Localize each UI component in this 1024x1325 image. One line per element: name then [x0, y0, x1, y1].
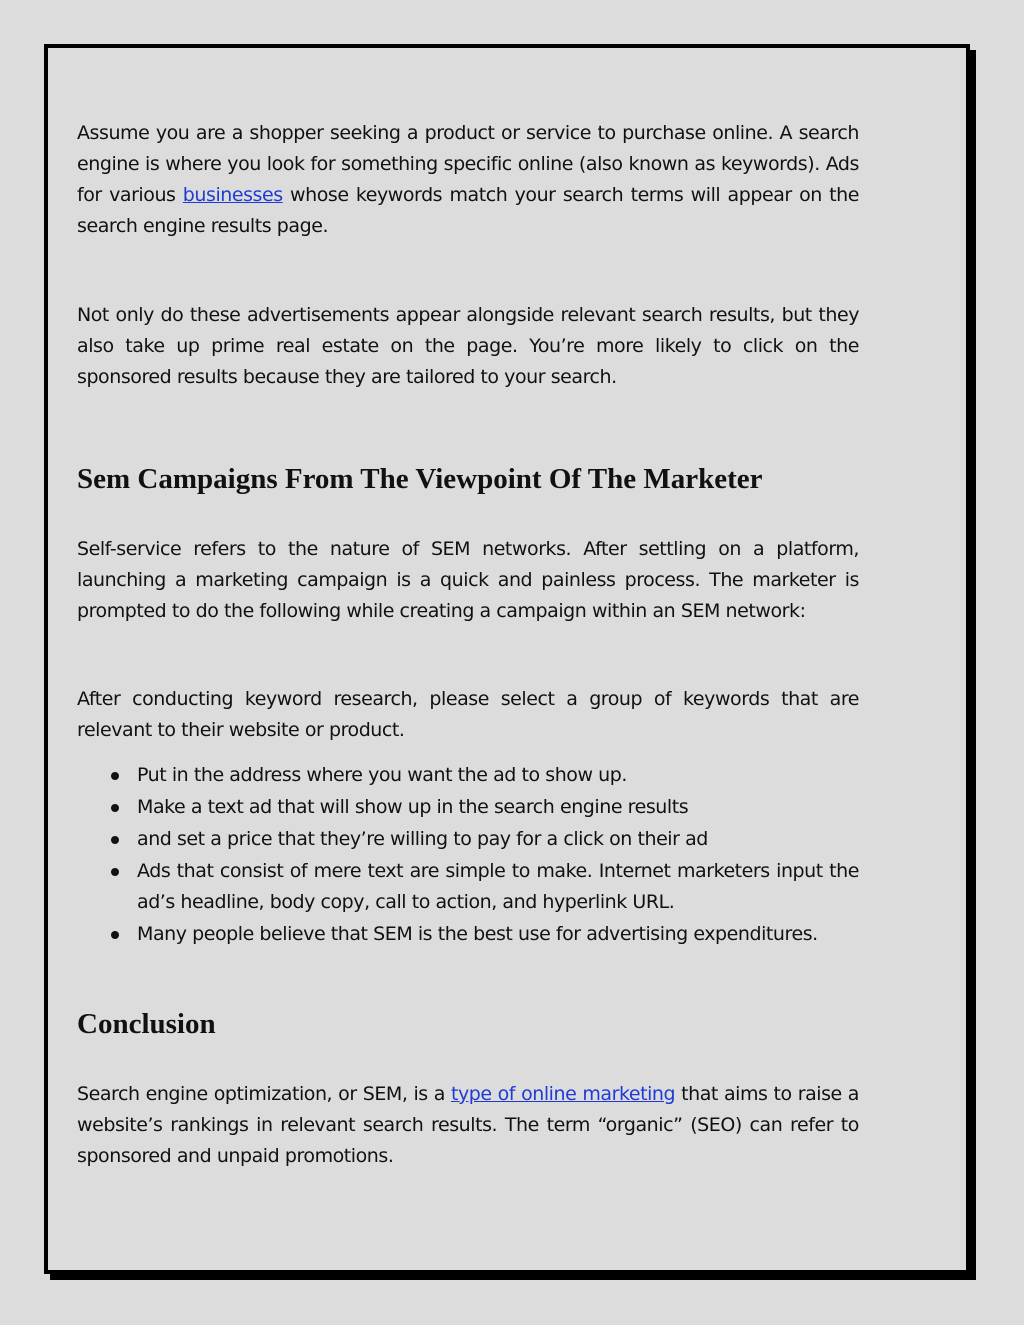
- bullet-icon: [111, 804, 119, 812]
- conclusion-text-end: that aims to raise a website’s rankings in relevant search results. The term “organic” (SEO) can refer to sponsored and unpaid promotions.: [77, 1083, 860, 1167]
- list-item: [77, 919, 859, 950]
- conclusion-text-start: Search engine optimization, or SEM, is a: [77, 1083, 451, 1105]
- list-item: [77, 792, 859, 823]
- intro-paragraph: [77, 118, 859, 242]
- online-marketing-link[interactable]: type of online marketing: [450, 1083, 676, 1105]
- keyword-research-paragraph: After conducting keyword research, please select a group of keywords that are relevant to their website or product.: [77, 688, 859, 741]
- list-item-text: Many people believe that SEM is the best use for advertising expenditures.: [137, 923, 818, 945]
- bullet-icon: [111, 868, 119, 876]
- bullet-icon: [111, 931, 119, 939]
- self-service-paragraph: Self-service refers to the nature of SEM networks. After settling on a platform, launching a marketing campaign is a quick and painless process. The marketer is prompted to do the following while creating a campaign within an SEM network:: [77, 538, 859, 622]
- list-item: [77, 760, 859, 791]
- businesses-link[interactable]: businesses: [182, 184, 283, 206]
- intro-text-start: Assume you are a shopper seeking a product or service to purchase online. A search engine is where you look for something specific online (also known as keywords). Ads for various: [77, 122, 859, 206]
- intro-text-end: whose keywords match your search terms will appear on the search engine results page.: [77, 184, 859, 237]
- section-heading-sem-campaigns: Sem Campaigns From The Viewpoint Of The Marketer: [77, 463, 763, 495]
- list-item-text: Make a text ad that will show up in the search engine results: [137, 796, 689, 818]
- bullet-icon: [111, 836, 119, 844]
- ads-paragraph: Not only do these advertisements appear alongside relevant search results, but they also take up prime real estate on the page. You’re more likely to click on the sponsored results because they are tailored to your search.: [77, 304, 859, 388]
- campaign-steps-list: [77, 760, 859, 950]
- section-heading-conclusion: Conclusion: [77, 1008, 216, 1040]
- list-item: [77, 824, 859, 855]
- list-item: [77, 856, 859, 918]
- list-item-text: Put in the address where you want the ad to show up.: [137, 764, 627, 786]
- document-content: [77, 74, 859, 1172]
- conclusion-paragraph: [77, 1079, 859, 1172]
- list-item-text: and set a price that they’re willing to pay for a click on their ad: [137, 828, 708, 850]
- list-item-text: Ads that consist of mere text are simple to make. Internet marketers input the ad’s headline, body copy, call to action, and hyperlink URL.: [137, 860, 859, 913]
- bullet-icon: [111, 772, 119, 780]
